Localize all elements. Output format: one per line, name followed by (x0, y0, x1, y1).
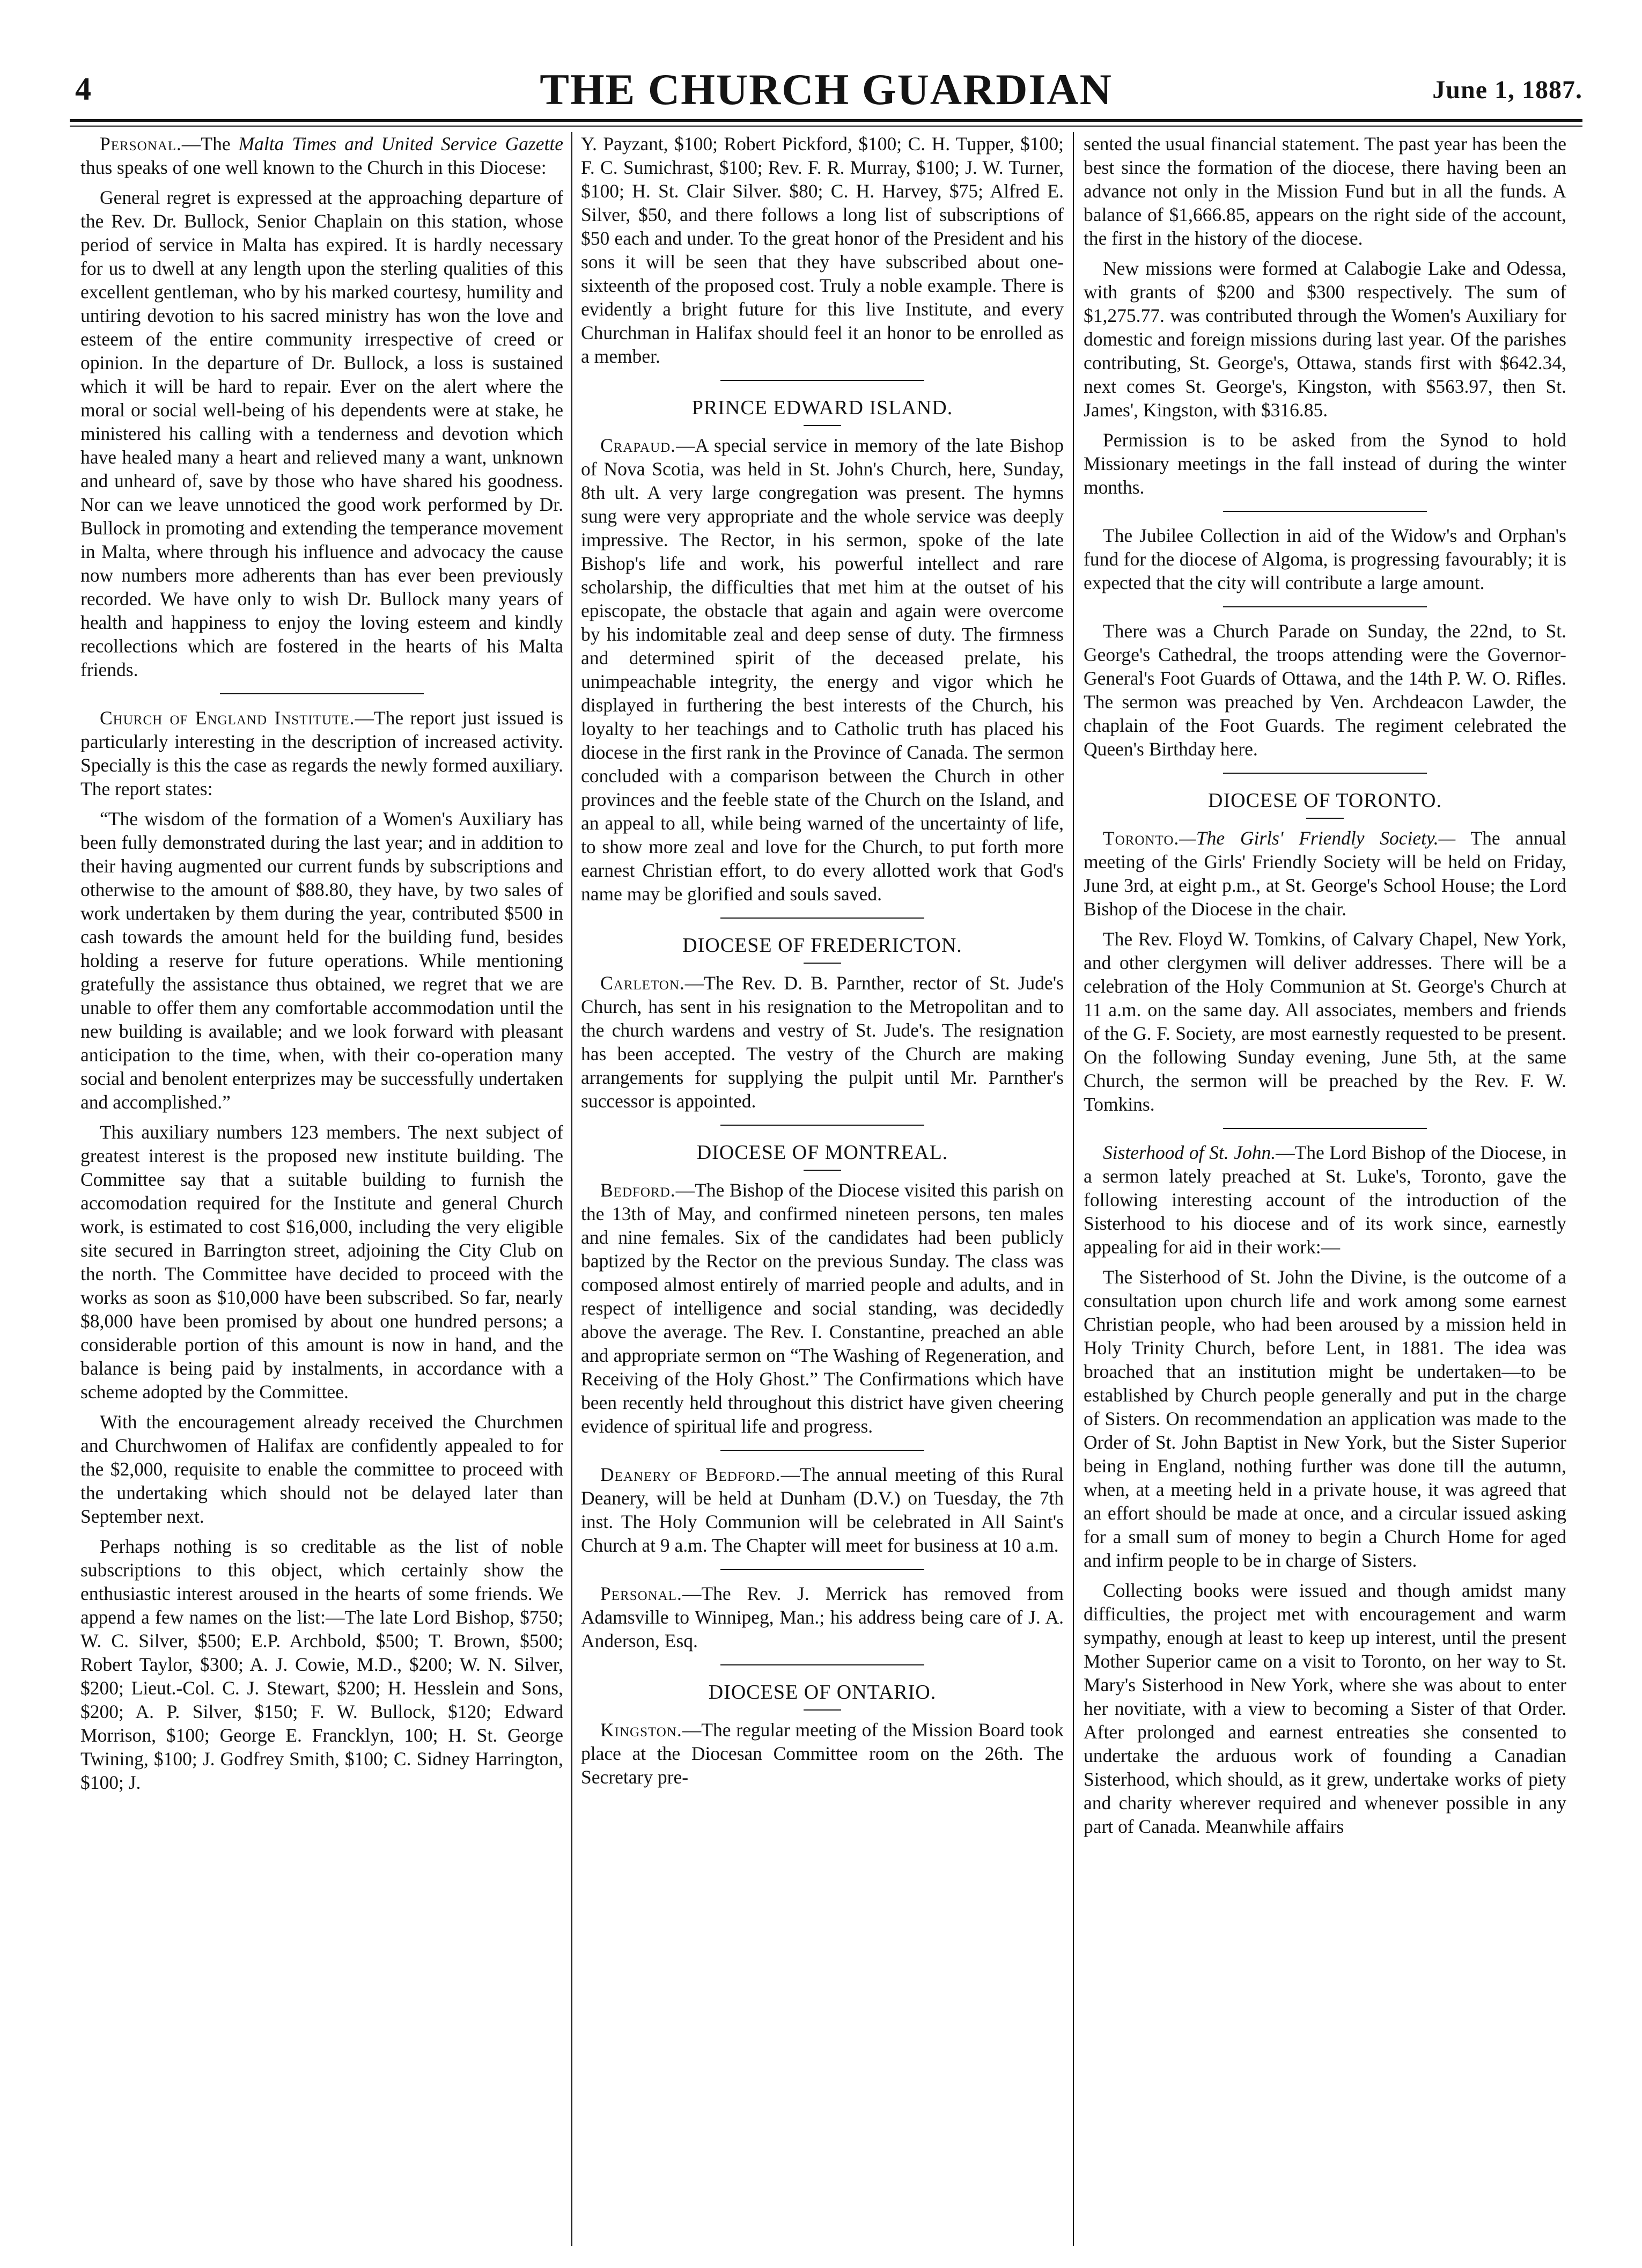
paragraph: The Sisterhood of St. John the Divine, is the outcome of a consultation upon church life and work among some earnest Christian people, who had been aroused by a mission held in Holy Trinity Church, before Lent, in 1881. The idea was broached that an institution might be undertaken—to be established by Church people generally and put in the charge of Sisters. On recommendation an application was made to the Order of St. John Baptist in New York, but the Sister Superior being in England, nothing further was done till the autumn, when, at a meeting held in a private house, it was agreed that an effort should be made at once, and a circular issued asking for a small sum of money to begin a Church Home for aged and infirm people to be in charge of Sisters. (1084, 1266, 1566, 1571)
issue-date: June 1, 1887. (1432, 76, 1582, 104)
paragraph-jubilee: The Jubilee Collection in aid of the Widow's and Orphan's fund for the diocese of Algoma, is progressing favourably; it is expected that the city will contribute a large amount. (1084, 525, 1566, 593)
article-lead-italic: Sisterhood of St. John. (1103, 1142, 1276, 1163)
heading-rule (804, 1709, 841, 1711)
page-number: 4 (75, 71, 91, 107)
column-3 (1084, 132, 1566, 1845)
quoted-report: “The wisdom of the formation of a Women's Auxiliary has been fully demonstrated during the last year; and in addition to their having augmented our current funds by subscriptions and otherwise to the amount of $88.80, they have, by two sales of work undertaken by them during the year, contributed $500 in cash towards the amount held for the building fund, besides holding a reserve for future operations. While mentioning gratefully the assistance thus obtained, we regret that we are unable to offer them any comfortable accommodation until the new building is available; and we look forward with pleasant anticipation to the time, when, with their co-operation many social and benolent enterprizes may be successfully undertaken and accomplished.” (80, 808, 563, 1113)
publication-name: Malta Times and United Service Gazette (238, 133, 563, 155)
paragraph-subscriptions: Perhaps nothing is so creditable as the list of noble subscriptions to this object, which certainly show the enthusiastic interest aroused in the hearts of some friends. We append a few names on the list:—The late Lord Bishop, $750; W. C. Silver, $500; E.P. Archbold, $500; T. Brown, $500; Robert Taylor, $300; A. J. Cowie, M.D., $200; W. N. Silver, $200; Lieut.-Col. C. J. Stewart, $200; H. Hesslein and Sons, $200; A. P. Silver, $150; F. W. Bullock, $120; Edward Morrison, $100; George E. Francklyn, 100; H. St. George Twining, $100; J. Godfrey Smith, $100; C. Sidney Harrington, $100; J. (80, 1536, 563, 1793)
section-rule (1223, 606, 1427, 607)
article-lead: Bedford. (600, 1179, 676, 1201)
paragraph-continued: sented the usual financial statement. The past year has been the best since the formation of the diocese, there having been an advance not only in the Mission Fund but in all the funds. A balance of $1,666.85, appears on the right side of the account, the first in the history of the diocese. (1084, 133, 1566, 249)
column-divider (1073, 132, 1074, 2246)
article-personal-malta: Personal.—The Malta Times and United Service Gazette thus speaks of one well known to the Church in this Diocese: (80, 133, 563, 178)
heading-rule (1306, 818, 1344, 819)
paragraph: Permission is to be asked from the Synod to hold Missionary meetings in the fall instead of during the winter months. (1084, 429, 1566, 498)
article-lead: Deanery of Bedford. (600, 1464, 781, 1485)
column-2 (581, 132, 1064, 1795)
section-rule (1223, 773, 1427, 774)
section-heading: DIOCESE OF TORONTO. (1208, 789, 1442, 812)
masthead (70, 64, 1582, 123)
section-rule (720, 918, 924, 919)
article-kingston: Kingston.—The regular meeting of the Mission Board took place at the Diocesan Committee room on the 26th. The Secretary pre- (581, 1719, 1064, 1788)
paragraph: With the encouragement already received the Churchmen and Churchwomen of Halifax are confidently appealed to for the $2,000, requisite to enable the committee to proceed with the undertaking which should not be delayed later than September next. (80, 1411, 563, 1527)
masthead-rule (70, 119, 1582, 122)
column-1 (80, 132, 563, 1801)
article-toronto: Toronto.—The Girls' Friendly Society.— The annual meeting of the Girls' Friendly Society will be held on Friday, June 3rd, at eight p.m., at St. George's School House; the Lord Bishop of the Diocese in the chair. (1084, 827, 1566, 920)
paragraph-church-parade: There was a Church Parade on Sunday, the 22nd, to St. George's Cathedral, the troops attending were the Governor-General's Foot Guards of Ottawa, and the 14th P. W. O. Rifles. The sermon was preached by Ven. Archdeacon Lawder, the chaplain of the Foot Guards. The regiment celebrated the Queen's Birthday here. (1084, 620, 1566, 760)
section-rule (1223, 1128, 1427, 1129)
article-lead: Personal. (600, 1583, 682, 1604)
heading-rule (804, 425, 841, 426)
newspaper-title: THE CHURCH GUARDIAN (540, 65, 1113, 114)
paragraph: Collecting books were issued and though amidst many difficulties, the project met with encouragement and warm sympathy, enough at least to keep up interest, until the present Mother Superior came on a visit to Toronto, on her way to St. Mary's Sisterhood in New York, where she was about to enter her novitiate, with a view to becoming a Sister of that Order. After prolonged and earnest entreaties she consented to undertake the arduous work of founding a Canadian Sisterhood, which should, as it grew, undertake works of piety and charity wherever required and whenever possible in any part of Canada. Meanwhile affairs (1084, 1580, 1566, 1837)
paragraph-continued: Y. Payzant, $100; Robert Pickford, $100; C. H. Tupper, $100; F. C. Sumichrast, $100; Rev. F. R. Murray, $100; J. W. Turner, $100; H. St. Clair Silver. $80; C. H. Harvey, $75; Alfred E. Silver, $50, and there follows a long list of subscriptions of $50 each and under. To the great honor of the President and his sons it will be seen that they have subscribed about one-sixteenth of the proposed cost. Truly a noble example. There is evidently a bright future for this live Institute, and every Churchman in Halifax should feel it an honor to be enrolled as a member. (581, 133, 1064, 367)
section-rule (1223, 511, 1427, 512)
section-heading: DIOCESE OF MONTREAL. (696, 1141, 948, 1164)
paragraph: This auxiliary numbers 123 members. The next subject of greatest interest is the proposed new institute building. The Committee say that a suitable building to furnish the accomodation required for the Institute and general Church work, is estimated to cost $16,000, including the very eligible site secured in Barrington street, adjoining the City Club on the north. The Committee have decided to proceed with the works as soon as $10,000 have been subscribed. So far, nearly $8,000 have been promised by about one hundred persons; a considerable portion of this amount is now in hand, and the balance is being paid by instalments, in accordance with a scheme adopted by the Committee. (80, 1121, 563, 1403)
section-rule (720, 1450, 924, 1451)
column-divider (571, 132, 572, 2246)
section-rule (720, 1569, 924, 1570)
heading-rule (804, 963, 841, 964)
quoted-paragraph: General regret is expressed at the approaching departure of the Rev. Dr. Bullock, Senior Chaplain on this station, whose period of service in Malta has expired. It is hardly necessary for us to dwell at any length upon the sterling qualities of this excellent gentleman, who by his marked courtesy, humility and untiring devotion to his sacred ministry has won the love and esteem of the entire community irrespective of creed or opinion. In the departure of Dr. Bullock, a loss is sustained which it will be hard to repair. Ever on the alert where the moral or social well-being of his dependents were at stake, he ministered his calling with a tenderness and devotion which have healed many a heart and relieved many a want, unknown and unheard of, save by those who have shared his goodness. Nor can we leave unnoticed the good work performed by Dr. Bullock in promoting and extending the temperance movement in Malta, where through his influence and advocacy the cause now numbers more adherents than has ever been previously recorded. We have only to wish Dr. Bullock many years of health and happiness to enjoy the loving esteem and kindly recollections which are fostered in the hearts of his Malta friends. (80, 187, 563, 680)
section-rule (720, 1125, 924, 1126)
article-lead: Crapaud. (600, 435, 676, 456)
paragraph: The Rev. Floyd W. Tomkins, of Calvary Chapel, New York, and other clergymen will deliver addresses. There will be a celebration of the Holy Communion at St. George's Church at 11 a.m. on the same day. All associates, members and friends of the G. F. Society, are most earnestly requested to be present. On the following Sunday evening, June 5th, at the same Church, the sermon will be preached by the Rev. F. W. Tomkins. (1084, 928, 1566, 1115)
article-bedford: Bedford.—The Bishop of the Diocese visited this parish on the 13th of May, and confirmed nineteen persons, ten males and nine females. Six of the candidates had been publicly baptized by the Rector on the previous Sunday. The class was composed almost entirely of married people and adults, and in respect of intelligence and social standing, was decidedly above the average. The Rev. I. Constantine, preached an able and appropriate sermon on “The Washing of Regeneration, and Receiving of the Holy Ghost.” The Confirmations which have been recently held throughout this district have given cheering evidence of spiritual life and progress. (581, 1179, 1064, 1437)
article-personal-merrick: Personal.—The Rev. J. Merrick has removed from Adamsville to Winnipeg, Man.; his address being care of J. A. Anderson, Esq. (581, 1583, 1064, 1652)
paragraph: New missions were formed at Calabogie Lake and Odessa, with grants of $200 and $300 respectively. The sum of $1,275.77. was contributed through the Women's Auxiliary for domestic and foreign missions during last year. Of the parishes contributing, St. George's, Ottawa, stands first with $642.34, next comes St. George's, Kingston, with $563.97, then St. James', Kingston, with $316.85. (1084, 258, 1566, 421)
article-carleton: Carleton.—The Rev. D. B. Parnther, rector of St. Jude's Church, has sent in his resignation to the Metropolitan and to the church wardens and vestry of St. Jude's. The resignation has been accepted. The vestry of the Church are making arrangements for supplying the pulpit until Mr. Parnther's successor is appointed. (581, 972, 1064, 1112)
section-heading: PRINCE EDWARD ISLAND. (691, 397, 953, 419)
article-lead: Kingston. (600, 1719, 682, 1741)
article-subhead: —The Girls' Friendly Society.— (1179, 827, 1456, 849)
section-rule (720, 380, 924, 381)
article-deanery-bedford: Deanery of Bedford.—The annual meeting of this Rural Deanery, will be held at Dunham (D.V.) on Tuesday, the 7th inst. The Holy Communion will be celebrated in All Saint's Church at 9 a.m. The Chapter will meet for business at 10 a.m. (581, 1464, 1064, 1556)
section-heading: DIOCESE OF FREDERICTON. (682, 934, 962, 957)
article-crapaud: Crapaud.—A special service in memory of the late Bishop of Nova Scotia, was held in St. John's Church, here, Sunday, 8th ult. A very large congregation was present. The hymns sung were very appropriate and the whole service was deeply impressive. The Rector, in his sermon, spoke of the late Bishop's life and work, his powerful intellect and rare scholarship, the difficulties that met him at the outset of his episcopate, the obstacle that again and again were overcome by his indomitable zeal and deep sense of duty. The firmness and determined spirit of the deceased prelate, his unimpeachable integrity, the energy and vigor which he displayed in furthering the best interests of the Church, his loyalty to her teachings and to Catholic truth has placed his diocese in the first rank in the Province of Canada. The sermon concluded with a comparison between the Church in other provinces and the feeble state of the Church on the Island, and an appeal to all, while being warned of the uncertainty of life, to show more zeal and love for the Church, to put forth more earnest Christian effort, to do every allotted work that God's name may be glorified and souls saved. (581, 435, 1064, 905)
article-church-institute: Church of England Institute.—The report just issued is particularly interesting in the description of increased activity. Specially is this the case as regards the newly formed auxiliary. The report states: (80, 707, 563, 799)
article-lead: Church of England Institute. (100, 707, 355, 729)
article-lead: Toronto. (1103, 827, 1180, 849)
article-lead: Carleton. (600, 972, 685, 994)
masthead-rule-thin (70, 126, 1582, 127)
section-heading: DIOCESE OF ONTARIO. (708, 1681, 937, 1704)
section-rule (720, 1664, 924, 1665)
heading-rule (804, 1170, 841, 1171)
section-rule (220, 693, 424, 694)
article-lead: Personal. (100, 133, 182, 155)
article-sisterhood: Sisterhood of St. John.—The Lord Bishop of the Diocese, in a sermon lately preached at St. Luke's, Toronto, gave the following interesting account of the introduction of the Sisterhood to his diocese and of its work since, earnestly appealing for aid in their work:— (1084, 1142, 1566, 1258)
